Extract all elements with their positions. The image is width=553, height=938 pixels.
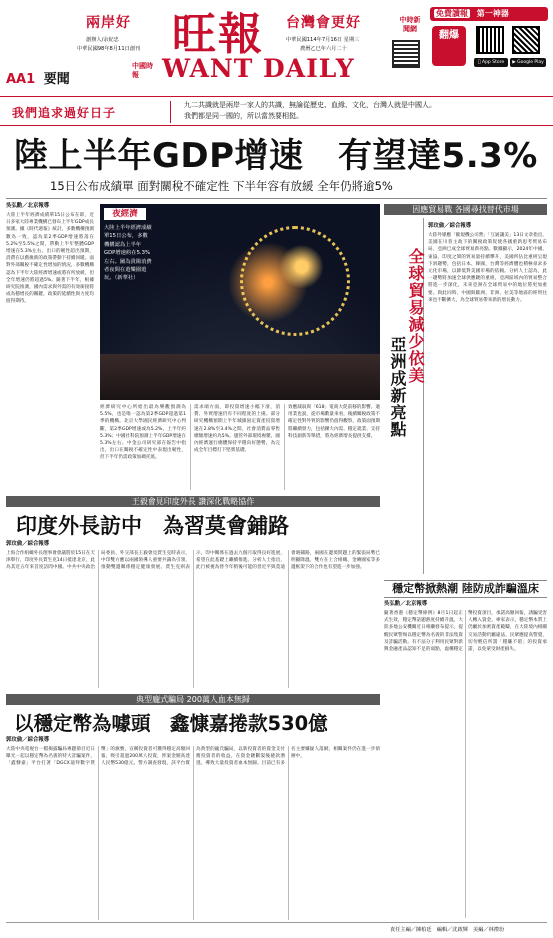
logo-chinese: 旺報 bbox=[172, 9, 264, 60]
stable-byline: 吳弘勳／北京報導 bbox=[384, 601, 428, 607]
issue-date: 中華民國114年7月16日 星期三 bbox=[286, 37, 360, 43]
download-badge-label: 免費讀報 bbox=[436, 9, 468, 18]
col1-byline: 吳弘勳／北京報導 bbox=[6, 203, 50, 209]
col2-body: 經濟研究中心所給出最為樂觀預測為5.5%，也是唯一認為第2季GDP超過第1季的機構。北京大學國民經濟研究中心判斷，第2季GDP增速或為5.2%，上半年約5.3%；中國社科院預測上半年GDP增速在5.3%左右。中金公司研究部在報告中指出，出口在關稅不確定性中表現出韌性，但下半年仍需政策加碼托底。 bbox=[100, 405, 186, 461]
app-store-label: App Store bbox=[479, 60, 503, 65]
explode-icon[interactable] bbox=[432, 26, 466, 66]
stable-banner: 穩定幣掀熱潮 陸防成詐騙溫床 bbox=[384, 580, 547, 598]
trade-byline: 郭玟倫／綜合報導 bbox=[428, 223, 472, 229]
trade-title-1: 全球貿易減少依美 bbox=[406, 248, 425, 384]
fraud-byline: 郭玟倫／綜合報導 bbox=[6, 737, 50, 743]
fraud-banner: 典型龐式騙局 200萬人血本無歸 bbox=[6, 694, 380, 705]
headline-rule bbox=[6, 198, 547, 199]
slogan-left: 兩岸好 bbox=[86, 15, 131, 31]
trade-title-box bbox=[384, 218, 424, 574]
motto-line-2: 我們都是同一國的，所以當然要相挺。 bbox=[184, 112, 303, 120]
slogan-right: 台灣會更好 bbox=[286, 15, 361, 31]
tagline-strip bbox=[0, 96, 553, 126]
download-badge-tagline: 第一神器 bbox=[476, 9, 509, 18]
trade-body: 大陸外媒應「歐規機公司營」「互通讓美」13日文章指出，美國在川普主政下的關稅政策促使各國重新思考貿易布局，亞洲已成全球貿易新亮點。數據顯示，2024年中國、東協、印度之間的貿易量持續攀升，美國所佔比重則呈現下滑趨勢，包括日本、韓國、台灣等經濟體也積極尋求多元化市場，以降低對美國市場的依賴。分析人士認為，此一趨勢將加速全球供應鏈的重組，亞洲區域內的貿易整合將進一步深化，未來亞洲在全球貿易中的地位將更加重要。與此同時，中國與歐洲、非洲、拉美等地區的經貿往來也不斷擴大，為全球貿易帶來新的增長動力。 bbox=[428, 233, 547, 303]
col4-body: 效應減弱與「618」電商大促前移的影響。適用業也說，從市場數量來看，後續關稅政策不確定性對外貿的影響仍值得觀察，政策面預期將繼續發力，包括擴大內需、穩定就業、支持科技創新等舉措，將為經濟增長提供支撐。 bbox=[284, 404, 380, 490]
founder: 創辦人/余紀忠 bbox=[86, 37, 119, 43]
india-headline: 印度外長訪中 為習莫會鋪路 bbox=[16, 514, 289, 538]
photo-caption: 大陸上半年經濟成績單15日公布，多數機構認為上半年GDP增速約在5.3%左右。圖為貴陽消費者夜間在遊樂園遊玩。（新華社） bbox=[104, 225, 152, 282]
lead-photo bbox=[100, 204, 380, 400]
col3-body: 需求端方面，即投資增速小幅下滑，消費、外貿增速仍有不同程度的上揚。部分研究機構預期上半年城鎮固定資產投資增速在2.8%至3.4%之間，社會消費品零售總額增速約為5%。儘管外部環境複雜，國內經濟運行總體保持平穩向好態勢，為完成全年目標打下堅實基礎。 bbox=[190, 404, 280, 490]
apple-icon bbox=[478, 60, 481, 65]
brand-small: 中國時報 bbox=[132, 62, 153, 79]
india-banner: 王毅會見印度外長 讚深化戰略協作 bbox=[6, 496, 380, 507]
fraud-headline: 以穩定幣為噱頭 鑫慷嘉捲款530億 bbox=[14, 712, 328, 735]
main-headline: 陸上半年GDP增速 有望達5.3% bbox=[14, 136, 538, 176]
section-name: 要聞 bbox=[43, 72, 70, 87]
qr-code-icon[interactable] bbox=[392, 40, 420, 68]
motto-line-1: 九二共識就是兩岸一家人的共識，無論從歷史、血緣、文化，台灣人就是中國人。 bbox=[184, 101, 436, 109]
google-play-label: Google Play bbox=[517, 60, 544, 65]
founded-date: 中華民國98年8月11日創刊 bbox=[77, 46, 141, 52]
logo-english: WANT DAILY bbox=[162, 54, 355, 83]
tagline: 我們追求過好日子 bbox=[12, 106, 117, 120]
section-code-number: AA1 bbox=[6, 72, 36, 87]
fraud-body: 大陸中央電視台一檔揭露騙局專題節目近日曝光一起以穩定幣為名義的特大詐騙案件，「鑫慷嘉」平台打著「DGCX迪拜數字貨幣」的旗號，宣稱投資者可獲得穩定高額回報，吸引超過200萬人投資，涉案金額高達人民幣530億元。警方調查發現，該平台實為典型的龐氏騙局，以新投資者的資金支付舊投資者的收益，在資金鏈斷裂後捲款潛逃，導致大量投資者血本無歸。目前已有多名主要嫌疑人落網，相關案件仍在進一步偵辦中。 bbox=[6, 747, 380, 767]
section-code bbox=[6, 68, 70, 87]
col1-body: 大陸上半年經濟成績單15日公布在即，近日多家大陸專業機構已發布上半年GDP成長預測。據《時代週報》統計，多數機構預測數為一致，認為第2季GDP增速將落在5.2%至5.5%之間，帶動上半年整體GDP增速在5.3%左右。出口的韌性超出預期，消費在以舊換新的政策帶動下持續回暖。面對外部關稅不確定性增加的情況，多數機構認為下半年大陸經濟增速或將有所放緩，但全年增速仍將超過5%。隨著下半年，根據研究院推測，國內需求與外需的有效銜接將成為穩增長的關鍵，政策的延續性與力度均值得期待。 bbox=[6, 213, 94, 305]
play-icon: ▶ bbox=[512, 60, 516, 65]
explode-label: 翻爆 bbox=[439, 30, 459, 41]
qr-code-icon[interactable] bbox=[512, 26, 540, 54]
ctnews-logo[interactable]: 中時新聞網 bbox=[399, 16, 421, 33]
trade-title-2: 亞洲成新亮點 bbox=[388, 336, 407, 438]
photo-label: 夜經濟 bbox=[104, 208, 146, 220]
qr-code-icon[interactable] bbox=[476, 26, 504, 54]
trade-banner: 因應貿易戰 各國尋找替代市場 bbox=[384, 204, 547, 215]
india-byline: 郭玟倫／綜合報導 bbox=[6, 541, 50, 547]
footer-rule bbox=[6, 922, 547, 923]
google-play-button[interactable] bbox=[510, 58, 546, 67]
app-store-button[interactable] bbox=[474, 58, 508, 67]
tagline-divider bbox=[170, 101, 171, 123]
stable-body: 隨著香港《穩定幣條例》8月1日起正式生效，穩定幣話題熱度持續升溫，大陸多地公安機關近日相繼發布提示，提醒民眾警惕以穩定幣為名義的非法集資及詐騙活動。有不法分子利用民眾對新興金融產品認知不足的弱點，虛構穩定幣投資項目，承諾高額回報，誘騙受害人轉入資金。專家表示，穩定幣本質上仍屬於加密資產範疇，在大陸境內相關交易活動仍屬違法，民眾應提高警覺，切勿輕信所謂「穩賺不賠」的投資承諾，以免蒙受財產損失。 bbox=[384, 611, 547, 653]
sub-headline: 15日公布成績單 面對關稅不確定性 下半年容有放緩 全年仍將逾5% bbox=[50, 179, 393, 193]
carousel-illustration bbox=[240, 226, 350, 336]
download-badge[interactable] bbox=[430, 7, 548, 21]
india-body: 上海合作組織外長理事會會議將於15日在天津舉行，印度外長賈生克14日抵達北京，此為其近五年來首度訪問中國。中共中央政治局委員、外交部長王毅會見賈生克時表示，中印雙方應以兩國領導人重要共識為引領，推動雙邊關係穩定健康發展。賈生克則表示，印中關係在過去九個月取得良好進展，希望在此基礎上繼續推進。分析人士指出，此行被視為替今年稍後可能的習近平與莫迪會晤鋪路，兩國在邊境問題上的緊張局勢已明顯降溫，雙方在上合組織、金磚國家等多邊框架下的合作也有望進一步加強。 bbox=[6, 551, 380, 571]
lunar-date: 農曆乙巳年六月二十 bbox=[300, 46, 347, 52]
masthead bbox=[0, 0, 553, 96]
crowd-illustration bbox=[100, 354, 380, 400]
footer-editors: 責任主編／陳柏廷 編輯／沈啟輝 美編／林禮玢 bbox=[390, 927, 505, 933]
